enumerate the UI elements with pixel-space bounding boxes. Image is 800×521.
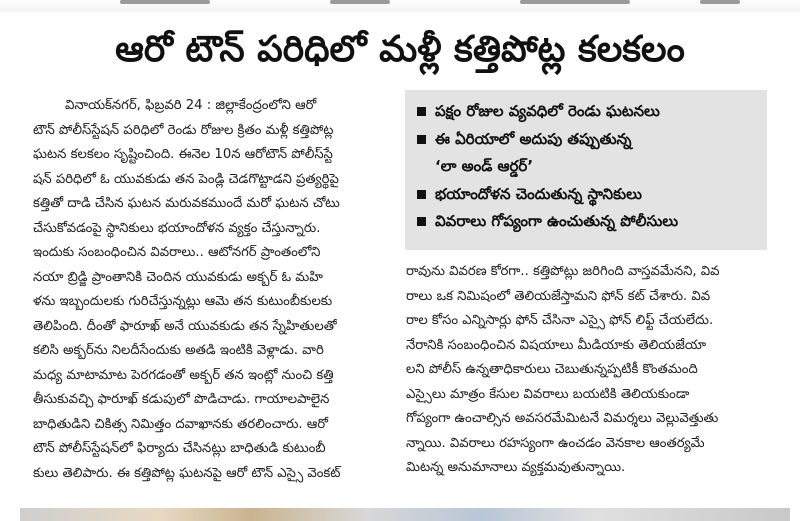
highlight-item-continuation <box>417 153 757 181</box>
left-line: ళను ఇబ్బందులకు గురిచేస్తున్నట్లు ఆమె తన కుటుంబీకులకు <box>33 294 333 309</box>
left-line: బాధితుడిని చికిత్స నిమిత్తం దవాఖానకు తరలించారు. ఆరో <box>33 416 328 432</box>
article-headline: ఆరో టౌన్ పరిధిలో మళ్లీ కత్తిపోట్ల కలకలం <box>115 29 685 70</box>
left-line: ఘటన కలకలం సృష్టించింది. ఈనెల 10న ఆరోటౌన్ పోలీస్‌స్టే <box>33 147 333 162</box>
highlight-item <box>417 208 757 236</box>
highlights-list <box>417 98 757 236</box>
left-line: టౌన్ పోలీస్‌స్టేషన్ పరిధిలో రెండు రోజుల క్రితం మళ్లీ కత్తిపోట్ల <box>33 122 334 138</box>
right-line: నేరానికి సంబంధించిన విషయాలు మీడియాకు తెలియజేయా <box>406 337 707 353</box>
highlight-text: ‘లా అండ్ ఆర్డర్’ <box>435 157 534 175</box>
left-line: కులు తెలిపారు. ఈ కత్తిపోట్ల ఘటనపై ఆరో టౌన్ ఎస్సై వెంకట్ <box>33 465 341 481</box>
right-line: మిటన్న అనుమానాలు వ్యక్తమవుతున్నాయి. <box>406 460 626 475</box>
left-line: మధ్య మాటామాట పెరగడంతో అక్బర్ తన ఇంట్లో నుంచి కత్తి <box>33 367 334 383</box>
left-line: టౌన్ పోలీస్‌స్టేషన్‌లో ఫిర్యాదు చేసినట్లు బాధితుడి కుటుంబీ <box>33 441 326 456</box>
highlights-box <box>405 90 767 250</box>
left-line: నయా బ్రిడ్జి ప్రాంతానికి చెందిన యువకుడు అక్బర్ ఓ మహి <box>33 269 323 285</box>
left-line: ఇందుకు సంబంధించిన వివరాలు.. ఆటోనగర్ ప్రాంతంలోని <box>33 245 321 260</box>
right-line: ఎస్సైలు మాత్రం కేసుల వివరాలు బయటికి తెలియకుండా <box>406 386 690 402</box>
right-line: రాలు ఒక నిమిషంలో తెలియజేస్తామని ఫోన్ కట్ చేశారు. వివ <box>406 288 711 304</box>
right-line: లని పోలీస్ ఉన్నతాధికారులు చెబుతున్నప్పటికీ కొంతమంది <box>406 362 698 377</box>
left-line: చేసుకోవడంపై స్థానికులు భయాందోళన వ్యక్తం చేస్తున్నారు. <box>33 220 321 236</box>
left-line: వినాయక్‌నగర్, ఫిబ్రవరి 24 : జిల్లాకేంద్రంలోని ఆరో <box>65 98 317 113</box>
highlight-item <box>417 181 757 209</box>
left-line: కలిసి అక్బర్‌ను నిలదీసేందుకు అతడి ఇంటికి వెళ్లాడు. వారి <box>33 343 324 358</box>
left-line: తీసుకువచ్చి ఫారూఖ్ కడుపులో పొడిచాడు. గాయాలపాలైన <box>33 392 330 407</box>
article-left-column <box>33 94 391 486</box>
highlight-text: పక్షం రోజుల వ్యవధిలో రెండు ఘటనలు <box>435 102 660 120</box>
highlight-text: వివరాలు గోప్యంగా ఉంచుతున్న పోలీసులు <box>435 212 679 230</box>
square-bullet-icon <box>417 217 426 226</box>
square-bullet-icon <box>417 135 426 144</box>
left-line: కత్తితో దాడి చేసిన ఘటన మరువకముందే మరో ఘటన చోటు <box>33 196 340 211</box>
right-line: న్నాయి. వివరాలు రహస్యంగా ఉంచడం వెనకాల ఆంతర్యమే <box>406 435 705 451</box>
article-right-column <box>406 260 772 481</box>
right-line: గోప్యంగా ఉంచాల్సిన అవసరమేమిటనే విమర్శలు వెల్లువెత్తుతు <box>406 411 719 426</box>
highlight-item <box>417 126 757 154</box>
left-line: తెలిపింది. దీంతో ఫారూఖ్ అనే యువకుడు తన స్నేహితులతో <box>33 318 337 334</box>
right-line: రావును వివరణ కోరగా.. కత్తిపోట్లు జరిగింది వాస్తవమేనని, వివ <box>406 264 720 279</box>
right-line: రాల కోసం ఎన్నిసార్లు ఫోన్ చేసినా ఎస్సై ఫోన్ లిఫ్ట్ చేయలేదు. <box>406 313 714 328</box>
highlight-text: భయాందోళన చెందుతున్న స్థానికులు <box>435 184 642 203</box>
square-bullet-icon <box>417 190 426 199</box>
left-line: షన్ పరిధిలో ఓ యువకుడు తన పెండ్లి చెడగొట్టాడని ప్రత్యర్థిపై <box>33 171 339 187</box>
highlight-item <box>417 98 757 126</box>
highlight-text: ఈ ఏరియాలో అదుపు తప్పుతున్న <box>435 129 632 148</box>
next-article-image-fragment <box>20 508 790 521</box>
previous-article-fragment <box>0 0 800 12</box>
square-bullet-icon <box>417 107 426 116</box>
